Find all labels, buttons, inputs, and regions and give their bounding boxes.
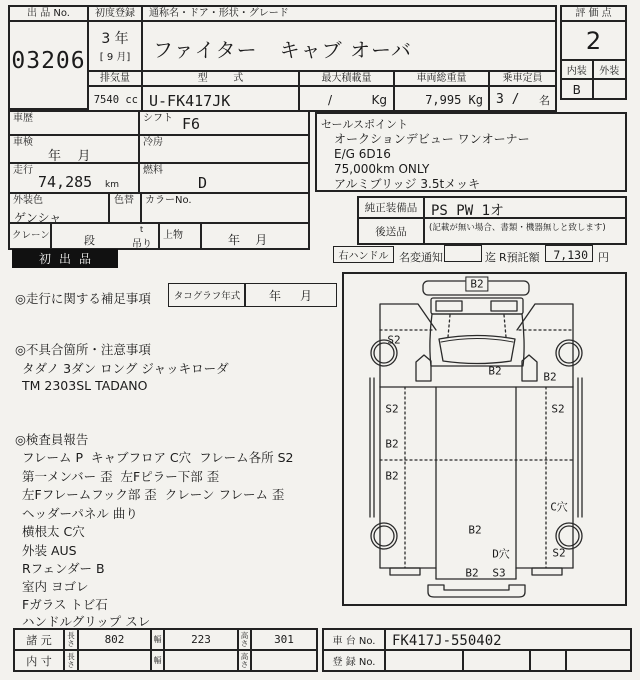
mileage-unit: km xyxy=(105,180,119,190)
chassis-no-value-cell xyxy=(384,628,632,651)
inspector-line: 左Fフレームフック部 歪 クレーン フレーム 歪 xyxy=(22,487,285,502)
repaint-cell xyxy=(108,192,142,224)
exterior-color-cell xyxy=(8,192,110,224)
sales-point-line: E/G 6D16 xyxy=(334,147,391,161)
registration-no-label: 登 録 No. xyxy=(332,657,376,668)
inspector-line: 室内 ヨゴレ xyxy=(22,579,89,594)
damage-code-label: S2 xyxy=(385,402,399,416)
inspector-line: 第一メンバー 歪 左Fピラー下部 歪 xyxy=(22,469,220,484)
sales-point-label: セールスポイント xyxy=(321,118,409,131)
damage-code-label: S2 xyxy=(551,402,565,416)
inspector-line: ヘッダーパネル 曲り xyxy=(22,506,138,521)
dimensions-row1-label: 諸 元 xyxy=(26,633,52,647)
registration-no-value-cell xyxy=(384,649,632,672)
damage-code-label: S2 xyxy=(387,333,401,347)
shift-cell xyxy=(138,110,310,136)
first-registration-month: [ 9 月] xyxy=(99,52,131,63)
gross-weight-value: 7,995 Kg xyxy=(425,93,483,107)
length-label-2: 長さ xyxy=(67,652,75,669)
crane-dan-label: 段 xyxy=(84,234,95,247)
damage-code-label: S3 xyxy=(492,566,506,580)
later-items-row xyxy=(357,217,627,245)
lot-number-box xyxy=(8,5,89,110)
interior-grade-value: B xyxy=(562,80,594,100)
inspector-line: 横根太 C穴 xyxy=(22,524,85,539)
repaint-label: 色替 xyxy=(114,195,134,206)
lot-number-label: 出 品 No. xyxy=(10,7,87,22)
shift-label: シフト xyxy=(143,113,173,124)
max-load-unit: Kg xyxy=(371,93,387,107)
later-items-note: (記載が無い場合、書類・機器無しと致します) xyxy=(429,223,606,233)
genuine-equipment-row xyxy=(357,196,627,219)
capacity-box xyxy=(488,70,557,112)
damage-code-label: B2 xyxy=(543,370,557,384)
color-no-cell xyxy=(140,192,310,224)
inspection-value: 年 月 xyxy=(48,149,91,164)
color-no-label: カラーNo. xyxy=(145,195,192,206)
vehicle-name-box xyxy=(141,5,557,72)
name-change-label: 名変通知 xyxy=(399,251,443,264)
damage-code-label: B2 xyxy=(488,364,502,378)
model-code-box xyxy=(141,70,300,112)
exterior-color-value: ゲンシャ xyxy=(14,211,62,225)
defects-heading: ◎不具合箇所・注意事項 xyxy=(15,342,151,357)
defects-line: TM 2303SL TADANO xyxy=(22,378,148,393)
first-registration-box xyxy=(87,5,143,72)
history-cell xyxy=(8,110,140,136)
made-label: 迄 xyxy=(485,251,496,264)
sales-point-line: オークションデビュー ワンオーナー xyxy=(334,132,530,146)
damage-code-label: C穴 xyxy=(550,500,568,514)
capacity-label: 乗車定員 xyxy=(490,72,555,87)
inspection-cell xyxy=(8,134,140,164)
gross-weight-label: 車両総重量 xyxy=(395,72,488,87)
exterior-grade-value xyxy=(594,80,626,100)
model-code-label: 型 式 xyxy=(143,72,298,87)
crane-label: クレーン xyxy=(12,230,50,241)
sales-point-line: アルミブリッジ 3.5tメッキ xyxy=(334,177,481,191)
chassis-no-label-cell xyxy=(322,628,386,651)
mileage-cell xyxy=(8,162,140,194)
interior-grade-label: 内装 xyxy=(562,61,594,78)
name-change-field xyxy=(444,245,482,262)
height-value: 301 xyxy=(250,628,318,651)
later-items-label: 後送品 xyxy=(359,219,425,243)
score-value: 2 xyxy=(562,22,625,61)
inspector-line: 外装 AUS xyxy=(22,543,77,558)
history-label: 車歴 xyxy=(13,113,33,124)
sales-point-line: 75,000km ONLY xyxy=(334,162,430,176)
damage-code-label: S2 xyxy=(552,546,566,560)
displacement-box xyxy=(87,70,143,112)
capacity-unit: 名 xyxy=(539,94,550,107)
exterior-grade-label: 外装 xyxy=(599,66,620,77)
fuel-cell xyxy=(138,162,310,194)
width-label: 幅 xyxy=(153,635,162,644)
crane-spec-cell xyxy=(50,222,160,250)
tachograph-value: 年 月 xyxy=(244,283,337,307)
inspection-label: 車検 xyxy=(13,137,33,148)
inner-width-value xyxy=(163,649,239,672)
body-date-cell xyxy=(200,222,310,250)
mileage-note-heading: ◎走行に関する補足事項 xyxy=(15,291,151,306)
inspector-heading: ◎検査員報告 xyxy=(15,432,89,447)
inspector-line: ハンドルグリップ スレ xyxy=(22,614,151,629)
crane-tsuri-label: 吊り xyxy=(132,239,152,250)
height-label-2: 高さ xyxy=(240,652,249,669)
crane-ton-label: t xyxy=(140,225,144,234)
width-value: 223 xyxy=(163,628,239,651)
damage-code-label: B2 xyxy=(465,566,479,580)
first-registration-label: 初度登録 xyxy=(89,7,141,22)
cell-divider xyxy=(462,651,464,670)
sales-point-box xyxy=(315,112,627,192)
damage-code-label: B2 xyxy=(385,469,399,483)
dimensions-row2-label-cell xyxy=(13,649,65,672)
deposit-value: 7,130 xyxy=(553,248,588,262)
vehicle-name-value: ファイター キャブ オーバ xyxy=(153,38,413,62)
mileage-value: 74,285 xyxy=(38,173,93,191)
body-equipment-cell xyxy=(158,222,202,250)
inner-length-value xyxy=(77,649,152,672)
score-box xyxy=(560,5,627,100)
gross-weight-box xyxy=(393,70,490,112)
shift-value: F6 xyxy=(182,115,201,133)
inner-height-value xyxy=(250,649,318,672)
width-label-2: 幅 xyxy=(153,656,162,665)
aircon-label: 冷房 xyxy=(143,137,163,148)
max-load-label: 最大積載量 xyxy=(300,72,393,87)
registration-no-label-cell xyxy=(322,649,386,672)
damage-code-label: D穴 xyxy=(492,547,510,561)
aircon-cell xyxy=(138,134,310,164)
length-label: 長さ xyxy=(67,631,75,648)
max-load-slash: / xyxy=(328,93,333,107)
crane-cell xyxy=(8,222,52,250)
first-registration-year: 3 年 xyxy=(101,31,129,47)
cell-divider xyxy=(529,651,531,670)
inspector-line: Rフェンダー B xyxy=(22,561,105,576)
cell-divider xyxy=(565,651,567,670)
damage-code-label: B2 xyxy=(468,523,482,537)
damage-diagram xyxy=(342,272,627,606)
displacement-value: 7540 cc xyxy=(93,94,138,106)
model-code-value: U-FK417JK xyxy=(149,92,231,110)
displacement-label: 排気量 xyxy=(89,72,141,87)
vehicle-name-label: 通称名・ドア・形状・グレード xyxy=(143,7,555,22)
capacity-value: 3 / xyxy=(496,92,520,107)
damage-code-label: B2 xyxy=(385,437,399,451)
yen-label: 円 xyxy=(598,251,609,264)
mileage-label: 走行 xyxy=(13,165,33,176)
first-listing-badge: 初出品 xyxy=(12,249,118,268)
inspector-line: Fガラス トビ石 xyxy=(22,597,108,612)
chassis-no-value: FK417J-550402 xyxy=(392,633,502,649)
genuine-equipment-label: 純正装備品 xyxy=(359,198,425,217)
max-load-box xyxy=(298,70,395,112)
inspector-line: フレーム P キャブフロア C穴 フレーム各所 S2 xyxy=(22,450,294,465)
rhd-badge: 右ハンドル xyxy=(333,246,394,263)
height-label: 高さ xyxy=(240,631,249,648)
exterior-color-label: 外装色 xyxy=(13,195,43,206)
lot-number-value: 03206 xyxy=(11,48,86,74)
deposit-label: R預託額 xyxy=(499,251,540,264)
length-value: 802 xyxy=(77,628,152,651)
chassis-no-label: 車 台 No. xyxy=(332,636,376,647)
fuel-label: 燃料 xyxy=(143,165,163,176)
defects-line: タダノ 3ダン ロング ジャッキローダ xyxy=(22,361,229,376)
tachograph-label: タコグラフ年式 xyxy=(168,283,246,307)
body-equipment-label: 上物 xyxy=(163,230,183,241)
body-date-value: 年 月 xyxy=(228,233,268,247)
genuine-equipment-value: PS PW 1オ xyxy=(431,203,505,219)
damage-code-label: B2 xyxy=(465,277,488,292)
dimensions-row1-label-cell xyxy=(13,628,65,651)
fuel-value: D xyxy=(198,174,208,192)
score-label: 評 価 点 xyxy=(562,7,625,22)
dimensions-row2-label: 内 寸 xyxy=(26,654,52,668)
